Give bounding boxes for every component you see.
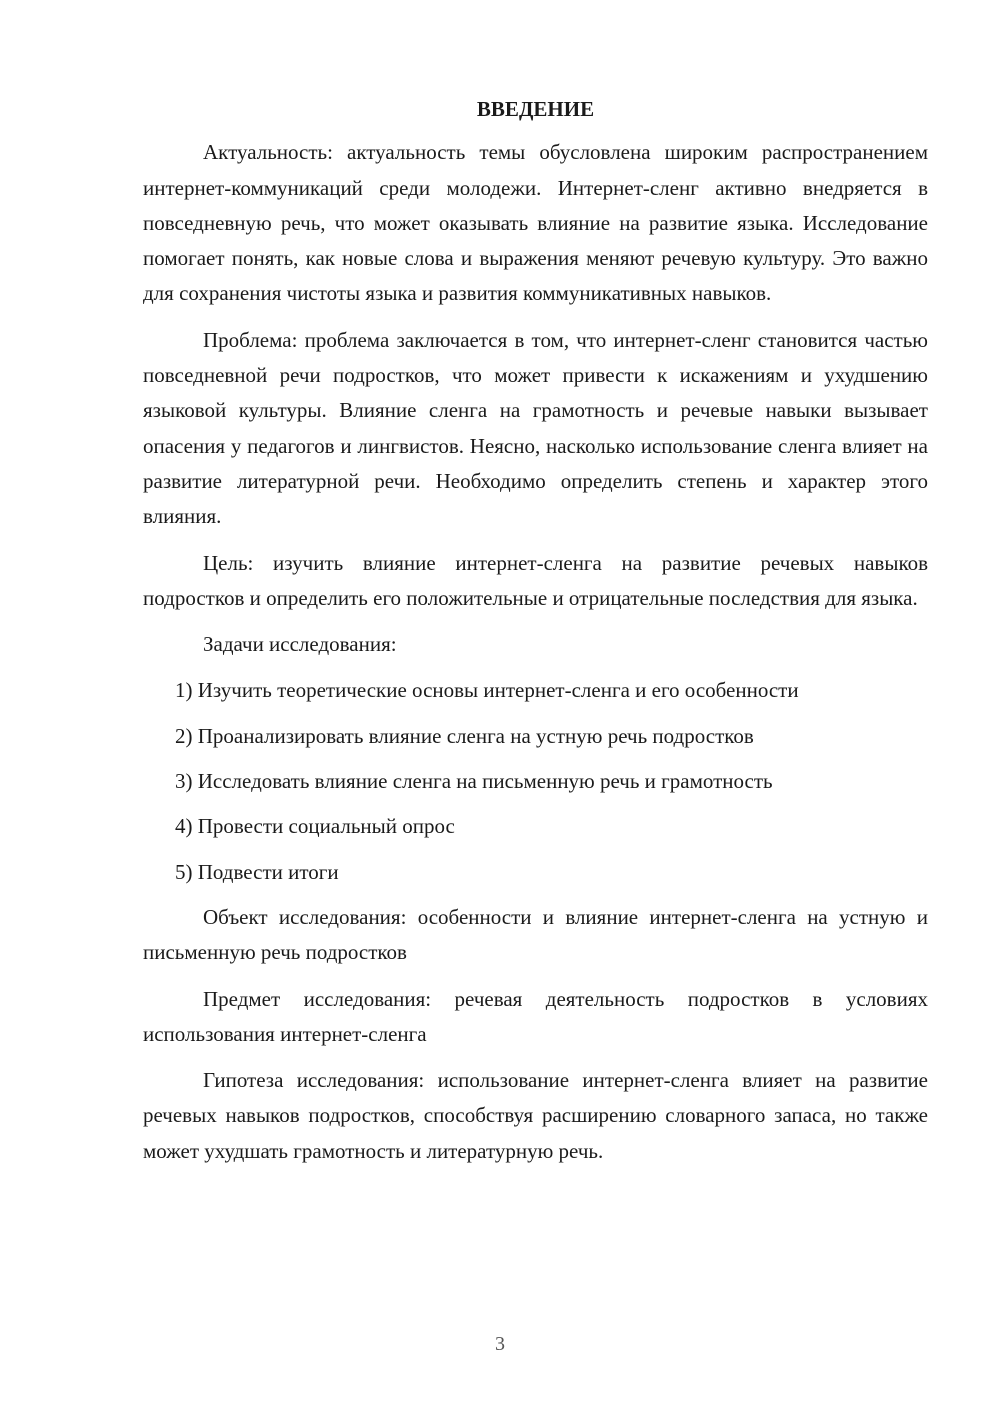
page-title: ВВЕДЕНИЕ bbox=[476, 97, 595, 121]
list-item: 3) Исследовать влияние сленга на письменную речь и грамотность bbox=[175, 769, 773, 794]
paragraph-hypothesis: Гипотеза исследования: использование интернет-сленга влияет на развитие речевых навыков подростков, способствуя расширению словарного запаса, но также может ухудшать грамотность и литературную речь. bbox=[143, 1068, 928, 1163]
tasks-list bbox=[143, 673, 928, 889]
list-item: 2) Проанализировать влияние сленга на устную речь подростков bbox=[175, 723, 754, 748]
paragraph-object: Объект исследования: особенности и влияние интернет-сленга на устную и письменную речь подростков bbox=[143, 904, 928, 965]
list-item: 5) Подвести итоги bbox=[175, 859, 339, 884]
paragraph-problem: Проблема: проблема заключается в том, что интернет-сленг становится частью повседневной речи подростков, что может привести к искажениям и ухудшению языковой культуры. Влияние сленга на грамотность и речевые навыки вызывает опасения у педагогов и лингвистов. Неясно, насколько использование сленга влияет на развитие литературной речи. Необходимо определить степень и характер этого влияния. bbox=[143, 327, 928, 529]
paragraph-relevance: Актуальность: актуальность темы обусловлена широким распространением интернет-коммуникаций среди молодежи. Интернет-сленг активно внедряется в повседневную речь, что может оказывать влияние на развитие языка. Исследование помогает понять, как новые слова и выражения меняют речевую культуру. Это важно для сохранения чистоты языка и развития коммуникативных навыков. bbox=[143, 140, 928, 306]
list-item: 1) Изучить теоретические основы интернет-сленга и его особенности bbox=[175, 678, 799, 703]
list-item: 4) Провести социальный опрос bbox=[175, 814, 455, 839]
paragraph-subject: Предмет исследования: речевая деятельность подростков в условиях использования интернет-сленга bbox=[143, 986, 928, 1046]
document-page bbox=[143, 92, 928, 1169]
page-number: 3 bbox=[495, 1333, 505, 1355]
tasks-heading: Задачи исследования: bbox=[203, 632, 397, 657]
paragraph-goal: Цель: изучить влияние интернет-сленга на развитие речевых навыков подростков и определить его положительные и отрицательные последствия для языка. bbox=[143, 550, 928, 610]
